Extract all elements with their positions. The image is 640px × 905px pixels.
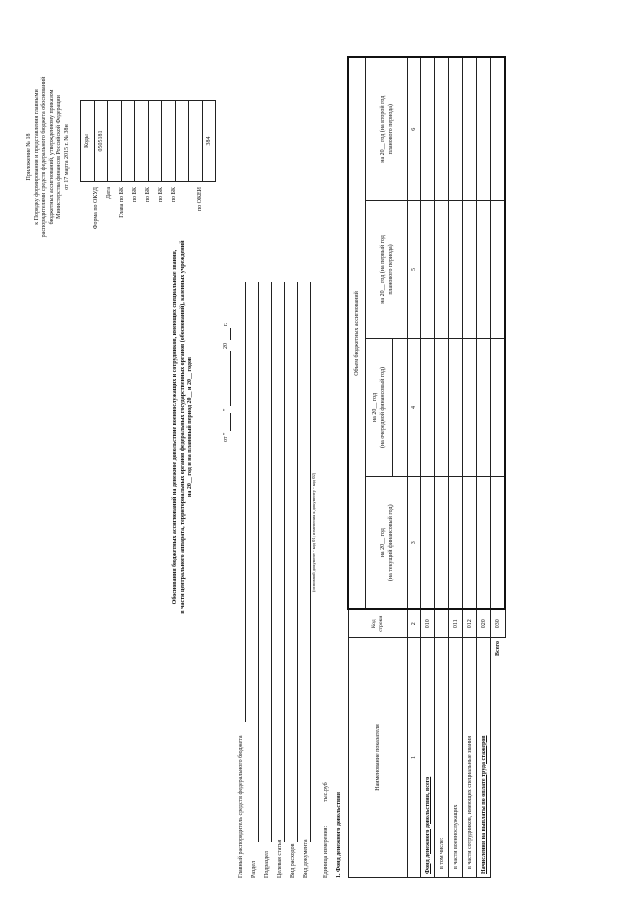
col-number-2: 2 (408, 610, 421, 638)
section-label: Раздел (251, 861, 257, 878)
row-cell[interactable] (463, 339, 477, 477)
subsection-label: Подраздел (264, 851, 270, 878)
name-column-header (348, 638, 408, 878)
row-cell[interactable] (435, 201, 449, 339)
title-line-1: Обоснования бюджетных ассигнований на денежное довольствие военнослужащих и сотрудников, имеющих специальные звания, (172, 249, 178, 605)
codes-table (80, 100, 216, 182)
date-quote-close: " (223, 408, 229, 411)
expense-type-line (297, 282, 298, 842)
document-type-hint: (основной документ - код 01; изменения к документу - код 02) (311, 472, 316, 592)
table-row (463, 57, 477, 877)
date-year-suffix: г. (223, 322, 229, 326)
appendix-line-3: распорядителями средств федерального бюджета обоснований (41, 76, 48, 238)
col-number-1: 1 (408, 638, 421, 878)
date-year-line (230, 328, 231, 340)
row-cell[interactable] (421, 477, 435, 610)
row-code: 011 (449, 610, 463, 638)
next-year-header-line-2: (на очередной финансовый год) (380, 366, 386, 449)
document-type-label: Вид документа (303, 839, 309, 878)
row-name: в том числе: (435, 638, 449, 878)
row-code (435, 610, 449, 638)
row-cell[interactable] (449, 339, 463, 477)
total-cell[interactable] (491, 339, 506, 477)
table-row (421, 57, 435, 877)
code-target (162, 101, 176, 182)
row-name: Начисления на выплаты по оплате труда стажеров (477, 638, 491, 878)
code-okud: 0505181 (94, 101, 108, 182)
date-year-prefix: 20 (223, 343, 229, 349)
section-bk-label: по БК (132, 187, 138, 203)
date-label: Дата (106, 187, 112, 199)
total-cell[interactable] (491, 57, 506, 200)
code-okei: 384 (202, 101, 216, 182)
code-subsection (148, 101, 162, 182)
section-line (258, 282, 259, 842)
date-from-label: от " (223, 432, 229, 442)
okud-label: Форма по ОКУД (93, 187, 99, 230)
row-cell[interactable] (477, 339, 491, 477)
row-cell[interactable] (477, 477, 491, 610)
chapter-bk-label: Глава по БК (119, 187, 125, 218)
title-line-2: в части центрального аппарата, территориальных органов федеральных государственных органов (обоснований), казенных учреждений (179, 240, 186, 614)
row-code: 010 (421, 610, 435, 638)
code-date (108, 101, 122, 182)
row-cell[interactable] (477, 201, 491, 339)
unit-label: Единица измерения: (323, 825, 329, 878)
current-year-header-line-2: (на текущий финансовый год) (387, 504, 394, 582)
appendix-line-2: к Порядку формирования и представления главными (33, 89, 40, 225)
date-day-line (230, 413, 231, 431)
row-cell[interactable] (435, 477, 449, 610)
col-number-4: 4 (408, 339, 421, 477)
row-code: 012 (463, 610, 477, 638)
appendix-line-1: Приложение № 18 (26, 133, 32, 181)
manager-line (245, 282, 246, 722)
appendix-line-6: от 17 марта 2015 г. № 38н (63, 124, 70, 190)
plan-year1-header-line-1: на 20__ год (на первый год (379, 235, 386, 304)
next-year-subheader-spacer (393, 339, 408, 477)
row-name: Фонд денежного довольствия, всего (421, 638, 435, 878)
volume-header: Объем бюджетных ассигнований (348, 57, 366, 609)
row-name: в части сотрудников, имеющих специальные звания (463, 638, 477, 878)
code-doc-type (189, 101, 203, 182)
row-cell[interactable] (449, 477, 463, 610)
plan-year1-header-line-2: планового периода) (387, 244, 394, 295)
manager-label: Главный распорядитель средств федерального бюджета (238, 735, 244, 878)
row-cell[interactable] (449, 57, 463, 200)
total-code: 030 (491, 610, 506, 638)
unit-value: тыс.руб (323, 782, 329, 802)
code-chapter (121, 101, 135, 182)
name-column-header-text: Наименование показателя (374, 724, 381, 791)
row-cell[interactable] (477, 57, 491, 200)
plan-year1-header (366, 201, 408, 339)
okei-label: по ОКЕИ (197, 187, 203, 212)
next-year-header (366, 339, 393, 477)
table-row (449, 57, 463, 877)
expense-bk-label: по БК (171, 187, 177, 203)
target-article-label: Целевая статья (277, 839, 283, 878)
total-cell[interactable] (491, 201, 506, 339)
next-year-header-line-1: на 20__ год (372, 392, 378, 423)
section-heading: 1. Фонд денежного довольствия (336, 792, 342, 878)
codes-header: Коды (81, 101, 95, 182)
row-cell[interactable] (463, 57, 477, 200)
col-number-3: 3 (408, 477, 421, 610)
row-cell[interactable] (421, 339, 435, 477)
target-bk-label: по БК (158, 187, 164, 203)
expense-type-label: Вид расходов (290, 843, 296, 878)
code-section (135, 101, 149, 182)
current-year-header (366, 477, 408, 610)
rotated-document-page (20, 22, 620, 882)
title-line-3: на 20__ год и на плановый период 20__ и 20__ годов (187, 356, 194, 498)
appendix-line-5: Министерства финансов Российской Федерации (56, 95, 63, 219)
subsection-bk-label: по БК (145, 187, 151, 203)
row-cell[interactable] (463, 477, 477, 610)
appendix-note (26, 32, 72, 282)
row-name: в части военнослужащих (449, 638, 463, 878)
appendix-line-4: бюджетных ассигнований, утвержденному приказом (48, 89, 55, 225)
code-expense (175, 101, 189, 182)
code-column-header: Код строки (348, 610, 408, 638)
target-article-line (284, 282, 285, 842)
total-label: Всего (491, 638, 506, 878)
col-number-6: 6 (408, 57, 421, 200)
date-month-line (230, 351, 231, 406)
subsection-line (271, 282, 272, 842)
table-total-row (491, 57, 506, 877)
allocation-table (347, 56, 506, 878)
row-code: 020 (477, 610, 491, 638)
plan-year2-header-line-1: на 20__ год (на второй год (379, 95, 386, 163)
row-cell[interactable] (421, 201, 435, 339)
table-row (477, 57, 491, 877)
plan-year2-header (366, 57, 408, 200)
total-cell[interactable] (491, 477, 506, 610)
plan-year2-header-line-2: планового периода) (387, 104, 394, 155)
row-cell[interactable] (421, 57, 435, 200)
row-cell[interactable] (463, 201, 477, 339)
row-cell[interactable] (449, 201, 463, 339)
row-cell[interactable] (435, 57, 449, 200)
col-number-5: 5 (408, 201, 421, 339)
current-year-header-line-1: на 20__ год (379, 528, 386, 558)
table-row (435, 57, 449, 877)
row-cell[interactable] (435, 339, 449, 477)
